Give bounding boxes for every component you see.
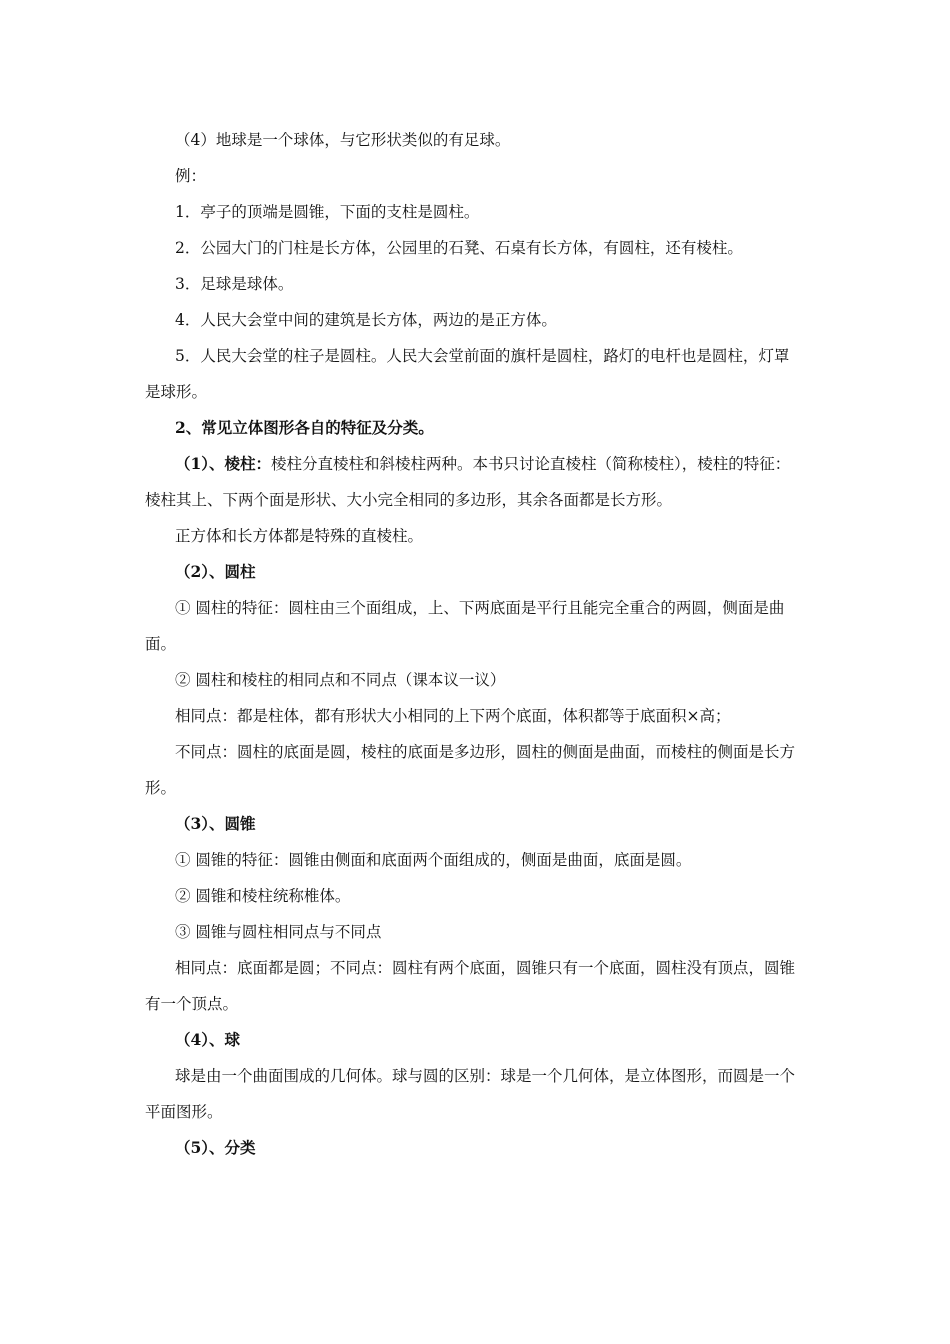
text-line: 平面图形。 bbox=[145, 1103, 223, 1121]
section-heading: 2、常见立体图形各自的特征及分类。 bbox=[175, 418, 434, 437]
text-line: ② 圆锥和棱柱统称椎体。 bbox=[175, 887, 351, 905]
text-line: 棱柱其上、下两个面是形状、大小完全相同的多边形，其余各面都是长方形。 bbox=[145, 491, 673, 509]
text-line: 是球形。 bbox=[145, 383, 208, 401]
cone-heading: （3）、圆锥 bbox=[175, 814, 256, 833]
text-line: ① 圆柱的特征：圆柱由三个面组成，上、下两底面是平行且能完全重合的两圆，侧面是曲 bbox=[175, 599, 785, 617]
text-line: 形。 bbox=[145, 779, 177, 797]
text-line: 例： bbox=[175, 167, 207, 185]
text-line: ② 圆柱和棱柱的相同点和不同点（课本议一议） bbox=[175, 671, 506, 689]
text-line: ① 圆锥的特征：圆锥由侧面和底面两个面组成的，侧面是曲面，底面是圆。 bbox=[175, 851, 692, 869]
text-line: 2．公园大门的门柱是长方体，公园里的石凳、石桌有长方体，有圆柱，还有棱柱。 bbox=[175, 239, 743, 257]
text-line: 正方体和长方体都是特殊的直棱柱。 bbox=[175, 527, 424, 545]
text-line: ③ 圆锥与圆柱相同点与不同点 bbox=[175, 923, 382, 941]
text-line: 相同点：都是柱体，都有形状大小相同的上下两个底面，体积都等于底面积×高； bbox=[175, 707, 731, 725]
text-line: 4．人民大会堂中间的建筑是长方体，两边的是正方体。 bbox=[175, 311, 557, 329]
prism-label: （1）、棱柱： bbox=[175, 454, 272, 473]
text-line: 相同点：底面都是圆；不同点：圆柱有两个底面，圆锥只有一个底面，圆柱没有顶点，圆锥 bbox=[175, 959, 796, 977]
text-line: 有一个顶点。 bbox=[145, 995, 239, 1013]
cylinder-heading: （2）、圆柱 bbox=[175, 562, 256, 581]
text-line: 3．足球是球体。 bbox=[175, 275, 294, 293]
text-line: 5．人民大会堂的柱子是圆柱。人民大会堂前面的旗杆是圆柱，路灯的电杆也是圆柱，灯罩 bbox=[175, 347, 790, 365]
text-line: 面。 bbox=[145, 635, 177, 653]
sphere-heading: （4）、球 bbox=[175, 1030, 241, 1049]
classify-heading: （5）、分类 bbox=[175, 1138, 256, 1157]
document-body bbox=[145, 122, 855, 1166]
text-line: 球是由一个曲面围成的几何体。球与圆的区别：球是一个几何体，是立体图形，而圆是一个 bbox=[175, 1067, 796, 1085]
prism-text: 棱柱分直棱柱和斜棱柱两种。本书只讨论直棱柱（简称棱柱），棱柱的特征： bbox=[271, 455, 791, 473]
text-line: 1．亭子的顶端是圆锥，下面的支柱是圆柱。 bbox=[175, 203, 480, 221]
prism-paragraph bbox=[145, 446, 855, 482]
text-line: 不同点：圆柱的底面是圆，棱柱的底面是多边形，圆柱的侧面是曲面，而棱柱的侧面是长方 bbox=[175, 743, 796, 761]
text-line: （4）地球是一个球体，与它形状类似的有足球。 bbox=[175, 131, 511, 149]
